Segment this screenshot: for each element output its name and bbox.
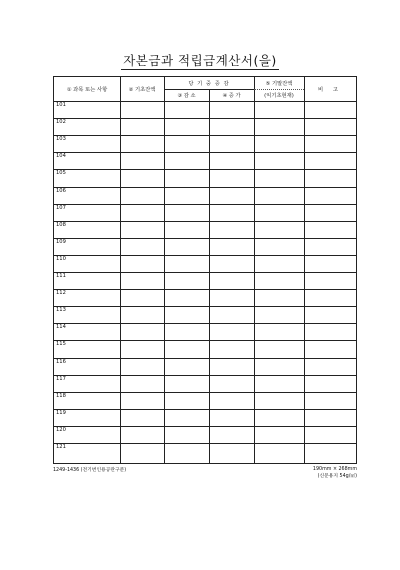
table-row-divider xyxy=(54,272,356,273)
table-row-divider xyxy=(54,152,356,153)
table-row-label: 105 xyxy=(56,170,66,177)
header-change-during-period: 당 기 중 증 감 xyxy=(188,81,230,87)
table-row-divider xyxy=(54,358,356,359)
table-row-label: 119 xyxy=(56,409,66,416)
table-row-label: 118 xyxy=(56,392,66,399)
table-row-label: 101 xyxy=(56,102,66,108)
table-row-label: 115 xyxy=(56,341,66,348)
header-remarks: 비 고 xyxy=(318,87,342,93)
header-closing-balance: ⑤ 기말잔액 xyxy=(265,81,293,87)
grid-hline-subheader xyxy=(254,89,304,90)
table-row-label: 121 xyxy=(56,444,66,450)
table-row-divider xyxy=(54,187,356,188)
table-row-label: 103 xyxy=(56,136,66,143)
form-title-text: 자본금과 적립금계산서(을) xyxy=(123,53,277,68)
table-row-divider xyxy=(54,255,356,256)
table-row-label: 112 xyxy=(56,290,66,297)
table-row-label: 108 xyxy=(56,221,66,228)
table-row-label: 111 xyxy=(56,273,66,279)
table-row-label: 104 xyxy=(56,153,66,160)
table-row-divider xyxy=(54,204,356,205)
table-row-divider xyxy=(54,306,356,307)
table-row-divider xyxy=(54,409,356,410)
table-row-label: 113 xyxy=(56,307,66,314)
table-row-divider xyxy=(54,135,356,136)
form-code: 1249-1436 (전기번인용공란구분) xyxy=(53,468,127,473)
table-row-divider xyxy=(54,101,356,102)
grid-vline xyxy=(209,89,210,463)
table-row-label: 114 xyxy=(56,324,66,331)
header-decrease: ③ 감 소 xyxy=(177,93,196,99)
header-closing-balance-note: (익기초현재) xyxy=(264,93,294,99)
table-row-divider xyxy=(54,118,356,119)
paper-size: 190mm × 268mm xyxy=(312,467,357,472)
grid-hline-subheader xyxy=(164,89,254,90)
table-row-divider xyxy=(54,323,356,324)
table-row-label: 110 xyxy=(56,255,66,262)
table-row-divider xyxy=(54,221,356,222)
table-row-divider xyxy=(54,169,356,170)
table-row-divider xyxy=(54,238,356,239)
table-row-label: 107 xyxy=(56,204,66,211)
form-title xyxy=(0,51,400,69)
paper-spec xyxy=(313,466,357,480)
table-row-label: 102 xyxy=(56,119,66,126)
table-row-label: 116 xyxy=(56,358,66,365)
header-opening-balance: ② 기초잔액 xyxy=(128,87,156,93)
table-row-label: 120 xyxy=(56,426,66,433)
header-increase: ④ 증 가 xyxy=(222,93,241,99)
table-row-label: 117 xyxy=(56,375,66,382)
table-row-divider xyxy=(54,289,356,290)
table-row-label: 109 xyxy=(56,238,66,245)
table-row-divider xyxy=(54,392,356,393)
table-row-divider xyxy=(54,426,356,427)
table-row-label: 106 xyxy=(56,187,66,194)
table-row-divider xyxy=(54,443,356,444)
header-subject: ① 과목 또는 사항 xyxy=(66,87,108,93)
table-row-divider xyxy=(54,340,356,341)
table-row-divider xyxy=(54,375,356,376)
paper-weight: (신문용지 54g/㎡) xyxy=(317,474,357,479)
form-table xyxy=(53,76,357,464)
